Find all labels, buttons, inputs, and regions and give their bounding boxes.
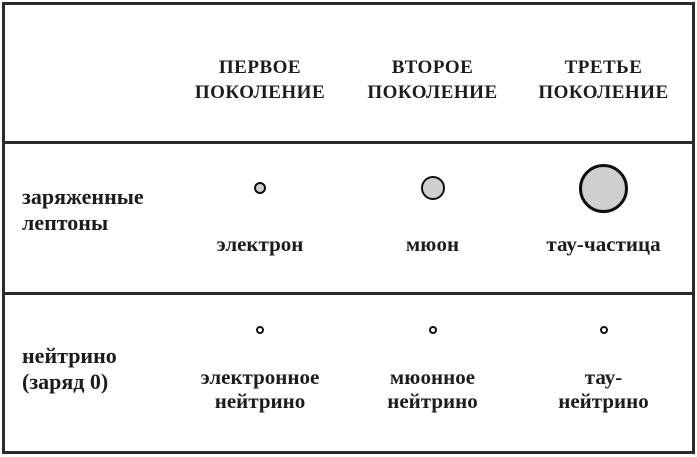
charged-leptons-row [5, 144, 692, 295]
header-second-generation-line1: ВТОРОЕ [391, 57, 474, 78]
neutrinos-row-label-line2: (заряд 0) [22, 369, 109, 394]
neutrinos-row-label [5, 295, 170, 451]
tau-neutrino-circle [600, 326, 608, 334]
electron-neutrino-label-line2: нейтрино [214, 389, 306, 413]
charged-leptons-row-label-line2: лептоны [22, 210, 109, 235]
muon-neutrino-label-line2: нейтрино [387, 389, 478, 413]
electron-circle [254, 182, 266, 194]
header-first-generation-line2: ПОКОЛЕНИЕ [194, 82, 326, 103]
header-row [5, 5, 692, 144]
tau-neutrino-circle-area [515, 295, 692, 365]
electron-neutrino-label-line1: электронное [200, 365, 320, 389]
muon-label: мюон [405, 232, 460, 256]
electron-label: электрон [216, 232, 304, 256]
tau-neutrino-cell [515, 295, 692, 451]
electron-circle-area [170, 144, 350, 232]
header-third-generation-line2: ПОКОЛЕНИЕ [538, 82, 669, 103]
tau-neutrino-label-line2: нейтрино [558, 389, 649, 413]
electron-cell [170, 144, 350, 292]
muon-cell [350, 144, 515, 292]
muon-neutrino-label-line1: мюонное [389, 365, 476, 389]
neutrinos-row-label-line1: нейтрино [22, 343, 117, 368]
muon-neutrino-label [350, 365, 515, 413]
charged-leptons-row-label [5, 144, 170, 292]
header-first-generation-line1: ПЕРВОЕ [218, 57, 302, 78]
header-second-generation [350, 5, 515, 141]
tau-neutrino-label-line1: тау- [584, 365, 623, 389]
muon-neutrino-circle-area [350, 295, 515, 365]
header-first-generation [170, 5, 350, 141]
header-second-generation-line2: ПОКОЛЕНИЕ [367, 82, 498, 103]
muon-neutrino-cell [350, 295, 515, 451]
tau-circle-area [515, 144, 692, 232]
figure-border-box [2, 2, 695, 454]
header-label-spacer [5, 5, 170, 141]
electron-neutrino-label [170, 365, 350, 413]
charged-leptons-row-label-line1: заряженные [22, 184, 144, 209]
muon-circle-area [350, 144, 515, 232]
tau-neutrino-label [515, 365, 692, 413]
muon-neutrino-circle [429, 326, 437, 334]
muon-circle [421, 176, 445, 200]
tau-circle [579, 164, 628, 213]
neutrinos-row [5, 295, 692, 451]
electron-neutrino-circle [256, 326, 264, 334]
header-third-generation [515, 5, 692, 141]
header-third-generation-line1: ТРЕТЬЕ [564, 57, 643, 78]
electron-neutrino-circle-area [170, 295, 350, 365]
tau-cell [515, 144, 692, 292]
tau-label: тау-частица [546, 232, 661, 256]
electron-neutrino-cell [170, 295, 350, 451]
